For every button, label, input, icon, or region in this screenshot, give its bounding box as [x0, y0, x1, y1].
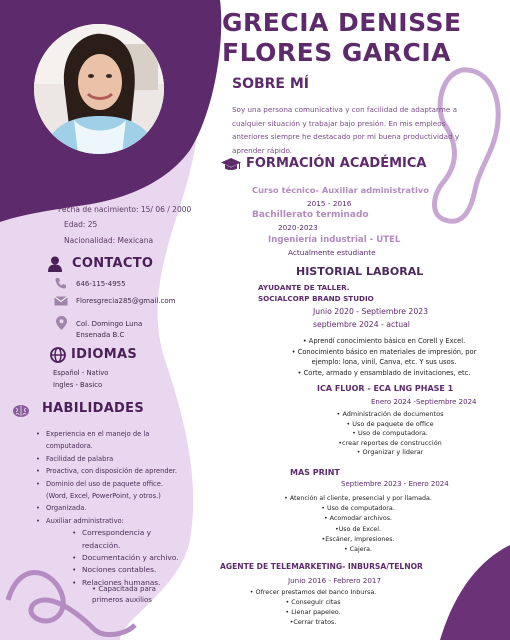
job-bullet: • Conocimiento básico en materiales de impresión, por ejemplo: lona, vinil, Canva, etc. Y sus usos.	[291, 347, 477, 366]
job-bullets	[310, 410, 470, 458]
skill-subitem: • Correspondencia y redacción.	[72, 527, 181, 552]
contact-title: CONTACTO	[72, 256, 154, 271]
languages-title: IDIOMAS	[71, 347, 137, 362]
job-bullet: • Aprendí conocimiento básico en Corell y Excel.	[302, 337, 466, 345]
job-bullet: •Uso de Excel.	[334, 525, 381, 533]
graduation-cap-icon	[221, 158, 241, 172]
job-date: Junio 2020 - Septiembre 2023	[313, 307, 428, 316]
job-title: ICA FLUOR - ECA LNG PHASE 1	[317, 384, 454, 393]
skill-item: • Auxiliar administrativo:	[36, 515, 181, 527]
full-name	[222, 8, 507, 68]
skill-item: • Organizada.	[36, 502, 181, 514]
about-title: SOBRE MÍ	[232, 76, 310, 92]
job-bullet: • Uso de paquete de office	[346, 419, 434, 428]
age: Edad: 25	[64, 220, 98, 229]
contact-phone: 646-115-4955	[76, 280, 126, 288]
education-entry-title: Ingeniería industrial - UTEL	[268, 235, 401, 245]
job-date: Junio 2016 - Febrero 2017	[288, 576, 382, 585]
skill-extra: • Capacitada para primeros auxilios	[92, 585, 156, 604]
language-spanish: Español - Nativo	[53, 369, 109, 377]
education-entry-title: Bachillerato terminado	[252, 210, 369, 220]
education-title: FORMACIÓN ACADÉMICA	[246, 156, 427, 171]
brain-icon	[12, 404, 30, 418]
job-company: SOCIALCORP BRAND STUDIO	[258, 294, 374, 303]
person-icon	[48, 256, 62, 272]
job-bullet: • Atención al cliente, presencial y por llamada.	[284, 495, 432, 502]
skill-subitems	[36, 527, 181, 589]
nationality: Nacionalidad: Mexicana	[64, 236, 154, 245]
birth-date: Fecha de nacimiento: 15/ 06 / 2000	[58, 205, 192, 214]
job-bullets	[278, 494, 438, 555]
job-bullets	[238, 587, 388, 627]
job-bullet: • Conseguir citas	[285, 598, 341, 606]
skill-subitem: • Relaciones humanas.	[72, 577, 181, 589]
job-bullet: • Uso de computadora.	[352, 429, 428, 437]
job-date: Septiembre 2023 - Enero 2024	[341, 480, 449, 488]
contact-address-line-2: Ensenada B.C	[76, 331, 125, 339]
job-date: Enero 2024 -Septiembre 2024	[371, 398, 477, 406]
profile-photo-illustration	[34, 24, 164, 154]
job-bullet: •crear reportes de construcción	[338, 438, 442, 447]
job-title: MAS PRINT	[290, 468, 340, 477]
profile-photo	[34, 24, 164, 154]
name-line-2: FLORES GARCIA	[222, 38, 452, 67]
job-bullet: • Organizar y liderar	[356, 448, 424, 456]
education-entry-detail: Actualmente estudiante	[288, 248, 376, 257]
education-entry-detail: 2015 - 2016	[307, 199, 352, 208]
job-bullet: • Acomodar archivos.	[323, 515, 393, 523]
job-bullet: • Ofrecer prestamos del banco Inbursa.	[249, 588, 377, 596]
skill-item: • Proactiva, con disposición de aprender.	[36, 465, 181, 477]
skills-title: HABILIDADES	[42, 401, 144, 416]
contact-email[interactable]: Floresgrecia285@gmail.com	[76, 297, 176, 305]
skill-item: • Facilidad de palabra	[36, 453, 181, 465]
location-icon	[56, 316, 67, 330]
phone-icon	[55, 277, 67, 289]
job-bullet: • Cajera.	[343, 546, 373, 554]
skill-item: • Dominio del uso de paquete office. (Word, Excel, PowerPoint, y otros.)	[36, 478, 181, 503]
contact-address-line-1: Col. Domingo Luna	[76, 320, 143, 328]
job-bullet: • Uso de computadora.	[321, 505, 395, 513]
skill-subitem: • Documentación y archivo.	[72, 552, 181, 564]
globe-icon	[50, 347, 66, 363]
job-title: AYUDANTE DE TALLER.	[258, 283, 350, 292]
education-entry-title: Curso técnico- Auxiliar administrativo	[252, 185, 429, 195]
about-text: Soy una persona comunicativa y con facilidad de adaptarme a cualquier situación y trabajar bajo presión. En mis empleos anteriores siempre he destacado por mi buena productividad y aprender rápido.	[232, 105, 460, 155]
history-title: HISTORIAL LABORAL	[296, 265, 424, 278]
job-bullet: •Cerrar tratos.	[289, 618, 337, 626]
education-entry-detail: 2020-2023	[278, 223, 318, 232]
skill-item: • Experiencia en el manejo de la computadora.	[36, 428, 181, 453]
job-title: AGENTE DE TELEMARKETING- INBURSA/TELNOR	[220, 562, 423, 571]
job-date: septiembre 2024 - actual	[313, 320, 410, 329]
language-english: Ingles - Basico	[53, 381, 103, 389]
job-bullet: •Escáner, impresiones.	[321, 535, 395, 543]
skill-subitem: • Nociones contables.	[72, 564, 181, 576]
skills-list	[36, 428, 181, 589]
job-bullets	[284, 336, 484, 378]
name-line-1: GRECIA DENISSE	[222, 8, 462, 37]
job-bullet: • Corte, armado y ensamblado de invitaciones, etc.	[297, 368, 471, 377]
job-bullet: • Llenar papeleo.	[285, 608, 341, 616]
job-bullet: • Administración de documentos	[336, 410, 444, 418]
mail-icon	[54, 296, 68, 306]
